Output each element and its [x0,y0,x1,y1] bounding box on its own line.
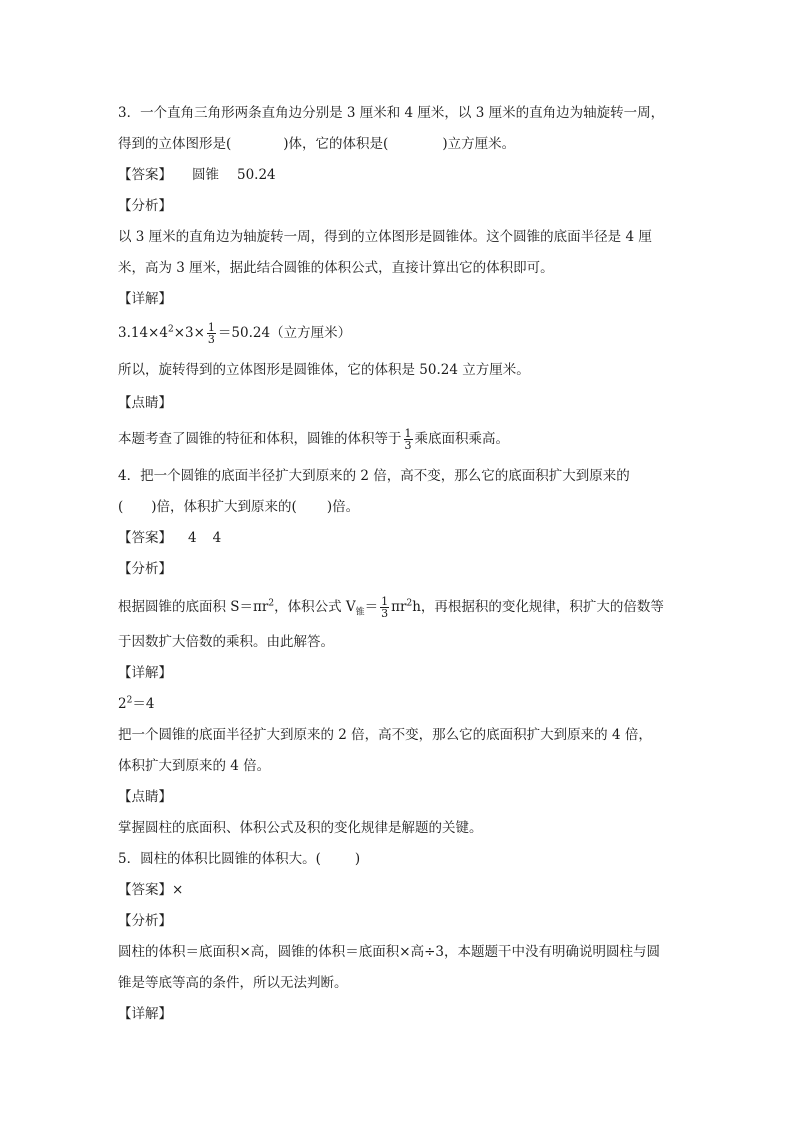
q3-detail-label [118,289,172,309]
analysis-text: 锥是等底等高的条件，所以无法判断。 [118,975,348,991]
q4-text: )倍。 [326,499,360,515]
q3-text: )体，它的体积是( [283,136,389,152]
q4-answer [118,528,221,548]
fraction [380,596,389,619]
formula-text: 3.14×4 [118,325,168,341]
q3-conclusion [118,360,530,380]
detail-label: 【详解】 [118,665,172,681]
q5-analysis-1 [118,942,660,962]
analysis-text: 于因数扩大倍数的乘积。由此解答。 [118,634,334,650]
answer-value: × [172,882,184,898]
fraction-numerator: 1 [207,321,215,334]
point-label: 【点睛】 [118,395,172,411]
analysis-text: 圆柱的体积＝底面积×高，圆锥的体积＝底面积×高÷3，本题题干中没有明确说明圆柱与圆 [118,944,661,960]
q5-text: ) [354,851,361,867]
exponent: 2 [268,598,275,609]
point-label: 【点睛】 [118,789,172,805]
point-text: 本题考查了圆锥的特征和体积，圆锥的体积等于 [118,431,402,447]
q4-text: )倍，体积扩大到原来的( [151,499,297,515]
q3-line-2 [118,134,515,154]
q5-line-1 [118,849,360,869]
analysis-text: ＝ [364,599,379,615]
answer-value: 4 [188,530,197,546]
detail-label: 【详解】 [118,291,172,307]
fraction [207,322,216,345]
fraction-denominator: 3 [404,439,412,452]
subscript: 锥 [355,607,365,618]
q3-point [118,428,509,451]
fraction-numerator: 1 [381,595,389,608]
q3-analysis-label [118,196,172,216]
q3-text: 得到的立体图形是( [118,136,232,152]
q5-detail-label [118,1004,172,1024]
q4-analysis-label [118,559,172,579]
q5-answer [118,880,183,900]
answer-label: 【答案】 [118,530,172,546]
fraction-denominator: 3 [207,333,215,346]
q3-analysis-1 [118,227,652,247]
analysis-text: πr [391,599,407,615]
point-text: 掌握圆柱的底面积、体积公式及积的变化规律是解题的关键。 [118,820,483,836]
q3-answer [118,165,276,185]
exponent: 2 [167,324,174,335]
detail-text: 体积扩大到原来的 4 倍。 [118,758,271,774]
answer-value: 圆锥 [192,167,219,183]
q4-line-1 [118,466,630,486]
q5-analysis-label [118,911,172,931]
q5-analysis-2 [118,973,348,993]
formula-text: ＝4 [132,696,155,712]
analysis-label: 【分析】 [118,913,172,929]
answer-label: 【答案】 [118,167,172,183]
q3-analysis-2 [118,258,554,278]
exponent: 2 [406,598,413,609]
q4-text: 4．把一个圆锥的底面半径扩大到原来的 2 倍，高不变，那么它的底面积扩大到原来的 [118,468,630,484]
answer-value: 50.24 [237,167,276,183]
q3-point-label [118,393,172,413]
analysis-text: ，体积公式 V [274,599,356,615]
q4-detail-label [118,663,172,683]
analysis-text: 根据圆锥的底面积 S＝πr [118,599,269,615]
detail-label: 【详解】 [118,1006,172,1022]
analysis-label: 【分析】 [118,561,172,577]
fraction [404,428,413,451]
analysis-text: h，再根据积的变化规律，积扩大的倍数等 [412,599,664,615]
q3-text: 3．一个直角三角形两条直角边分别是 3 厘米和 4 厘米，以 3 厘米的直角边为轴旋转一周， [118,105,665,121]
answer-label: 【答案】 [118,882,172,898]
q3-text: )立方厘米。 [442,136,516,152]
q4-analysis-1 [118,596,664,619]
q3-calculation [118,322,351,345]
detail-text: 把一个圆锥的底面半径扩大到原来的 2 倍，高不变，那么它的底面积扩大到原来的 4 倍， [118,727,652,743]
q4-calculation [118,694,154,714]
formula-text: ＝50.24（立方厘米） [217,325,352,341]
q4-analysis-2 [118,632,334,652]
analysis-text: 以 3 厘米的直角边为轴旋转一周，得到的立体图形是圆锥体。这个圆锥的底面半径是 4 厘 [118,229,652,245]
exponent: 2 [126,695,133,706]
q3-line-1 [118,103,664,123]
fraction-denominator: 3 [381,607,389,620]
answer-value: 4 [212,530,222,546]
q4-point-label [118,787,172,807]
q5-text: 5．圆柱的体积比圆锥的体积大。( [118,851,321,867]
formula-text: 2 [118,696,127,712]
analysis-label: 【分析】 [118,198,172,214]
point-text: 乘底面积乘高。 [414,431,509,447]
q4-point [118,818,483,838]
q4-detail-2 [118,756,270,776]
formula-text: ×3× [173,325,205,341]
q4-text: ( [118,499,124,515]
q4-line-2 [118,497,359,517]
q4-detail-1 [118,725,652,745]
detail-text: 所以，旋转得到的立体图形是圆锥体，它的体积是 50.24 立方厘米。 [118,362,530,378]
analysis-text: 米，高为 3 厘米，据此结合圆锥的体积公式，直接计算出它的体积即可。 [118,260,554,276]
fraction-numerator: 1 [404,427,412,440]
